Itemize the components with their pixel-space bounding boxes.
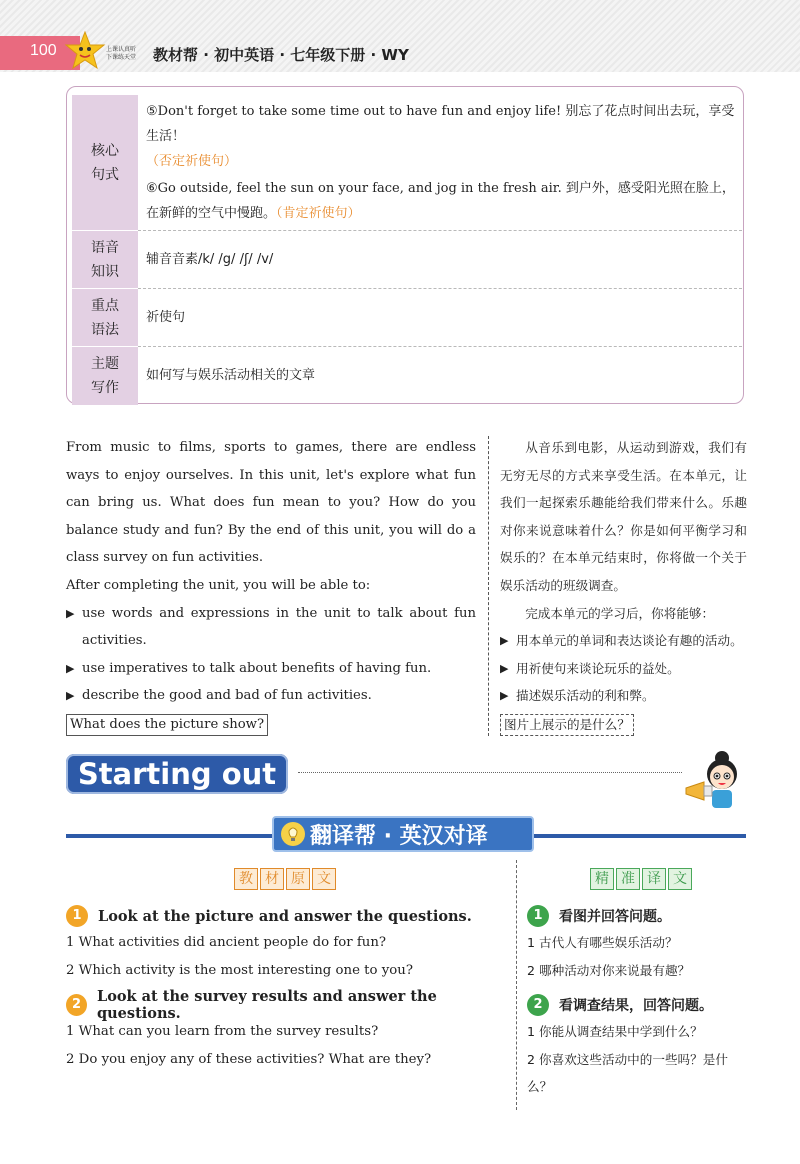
banner-rule [298,772,682,773]
question: 2 Which activity is the most interesting one to you? [66,962,413,978]
grammar-content: 祈使句 [138,289,742,347]
phonetics-content: 辅音音素/k/ /g/ /ʃ/ /v/ [138,231,742,289]
translation-title: 翻译帮 · 英汉对译 [310,824,488,849]
intro-lead: After completing the unit, you will be able to: [66,577,371,593]
list-item: ▶ use imperatives to talk about benefits of having fun. [66,660,432,676]
chinese-sections [527,903,749,1101]
picture-question-zh: 图片上展示的是什么？ [500,714,634,736]
list-item: ▶ 用本单元的单词和表达谈论有趣的活动。 [500,633,743,649]
number-badge: 1 [527,905,549,927]
number-badge: 2 [527,994,549,1016]
list-item: ▶ describe the good and bad of fun activities. [66,688,372,704]
row-label: 主题 写作 [72,347,138,405]
picture-question: What does the picture show? [66,714,268,736]
unit-info-table [72,95,742,405]
logo-tagline: 上课认真听 下课练天堂 [106,46,137,61]
table-row [72,231,742,289]
row-label: 语音 知识 [72,231,138,289]
sentence-6: ⑥Go outside, feel the sun on your face, and jog in the fresh air. 到户外，感受阳光照在脸上，在新鲜的空气中慢跑。（肯定祈使句） [146,181,735,221]
section-heading: 2 Look at the survey results and answer the questions. [66,992,506,1018]
section-heading: 1 看图并回答问题。 [527,903,749,929]
table-row [72,289,742,347]
column-divider [516,860,517,1110]
grammar-type: （肯定祈使句） [276,206,361,221]
row-label: 重点 语法 [72,289,138,347]
question: 1 你能从调查结果中学到什么？ [527,1024,703,1039]
question: 1 What activities did ancient people do for fun? [66,935,387,950]
list-item: ▶ 用祈使句来谈论玩乐的益处。 [500,660,680,676]
intro-lead-zh: 完成本单元的学习后，你将能够： [525,605,715,621]
table-row [72,347,742,405]
question: 1 What can you learn from the survey results? [66,1024,379,1039]
grammar-type: （否定祈使句） [146,154,238,169]
section-heading: 2 看调查结果，回答问题。 [527,992,749,1018]
english-sections [66,903,506,1073]
list-item: ▶ 描述娱乐活动的利和弊。 [500,688,655,704]
question: 1 古代人有哪些娱乐活动？ [527,935,678,950]
column-divider [488,436,489,736]
intro-paragraph: From music to films, sports to games, there are endless ways to enjoy ourselves. In this unit, let's explore what fun can bring us. What does fun mean to you? How do you balance study and fun? By the end of this unit, you will do a class survey on fun activities. [66,440,476,566]
original-text-tag: 教 材 原 文 [234,868,338,890]
intro-english [66,434,476,739]
list-item: ▶ use words and expressions in the unit to talk about fun activities. [66,605,476,649]
question: 2 哪种活动对你来说最有趣？ [527,962,691,978]
book-title: 教材帮 · 初中英语 · 七年级下册 · WY [153,46,409,64]
sentence-5: ⑤Don't forget to take some time out to have fun and enjoy life! 别忘了花点时间出去玩，享受生活！ （否定祈使句） [146,104,735,169]
intro-chinese [500,434,747,739]
number-badge: 1 [66,905,88,927]
starting-out-banner: Starting out [66,754,288,794]
key-sentences [138,95,742,231]
writing-content: 如何写与娱乐活动相关的文章 [146,368,316,384]
translated-text-tag: 精 准 译 文 [590,868,694,890]
intro-paragraph-zh: 从音乐到电影，从运动到游戏，我们有无穷无尽的方式来享受生活。在本单元，让我们一起探索乐趣能给我们带来什么。乐趣对你来说意味着什么？你是如何平衡学习和娱乐的？在本单元结束时，你将做一个关于娱乐活动的班级调查。 [500,440,747,593]
question: 2 你喜欢这些活动中的一些吗？是什么？ [527,1051,728,1094]
page-number: 100 [30,42,57,59]
row-label: 核心 句式 [72,95,138,231]
table-row [72,95,742,231]
star-mascot-logo-icon [64,30,106,72]
girl-megaphone-mascot-icon [680,748,748,810]
lightbulb-icon [280,821,306,847]
number-badge: 2 [66,994,87,1016]
section-heading: 1 Look at the picture and answer the questions. [66,903,506,929]
question: 2 Do you enjoy any of these activities? What are they? [66,1051,432,1067]
